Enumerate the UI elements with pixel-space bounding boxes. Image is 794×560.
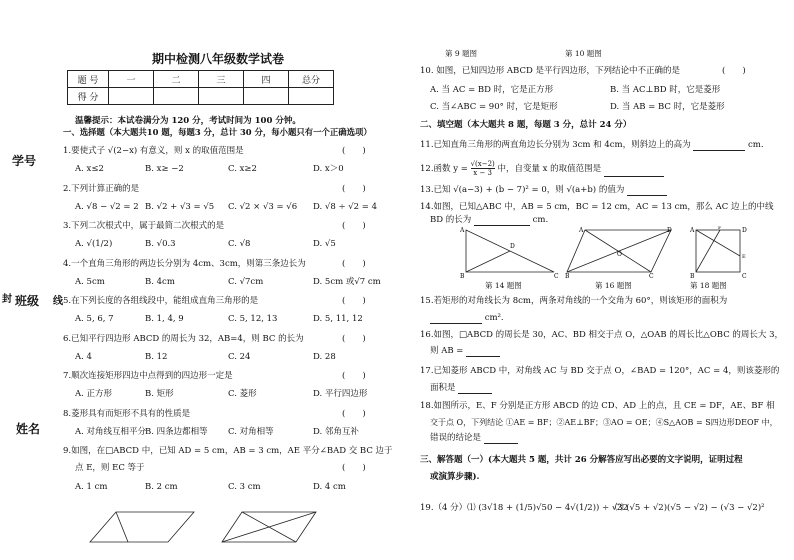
question-12 (420, 160, 664, 177)
q1-option-b: B. x≥ −2 (145, 164, 184, 174)
figure-q10 (220, 508, 320, 548)
q14-text-b: BD 的长为 (430, 215, 472, 225)
q9-option-a: A. 1 cm (75, 482, 108, 492)
score-cell: 三 (199, 71, 244, 88)
q5-option-d: D. 5, 11, 12 (313, 314, 363, 324)
answer-blank[interactable] (474, 216, 530, 226)
answer-blank[interactable] (458, 384, 492, 394)
q1-option-c: C. x≥2 (228, 164, 257, 174)
fig18-label-a: A (690, 227, 695, 234)
question-16-line1: 16.如图，□ABCD 的周长是 30，AC、BD 相交于点 O，△OAB 的周长比△OBC 的周长大 3， (420, 330, 784, 340)
q5-option-b: B. 1, 4, 9 (145, 314, 184, 324)
answer-blank[interactable] (484, 434, 518, 444)
q1-option-a: A. x≤2 (75, 164, 104, 174)
section-heading-solve-2: 或演算步骤). (430, 472, 480, 482)
q15-unit: cm². (484, 313, 504, 323)
answer-parentheses[interactable]: ( ) (342, 371, 366, 381)
q18-text-c: 错误的结论是 (430, 433, 482, 443)
page-title: 期中检测八年级数学试卷 (152, 52, 285, 66)
q8-option-c: C. 对角相等 (228, 426, 274, 437)
q2-option-c: C. √2 × √3 = √6 (228, 201, 298, 212)
q6-option-d: D. 28 (313, 351, 336, 362)
score-cell: 总分 (289, 71, 334, 88)
side-label-student-number: 学号 (12, 154, 37, 168)
fig14-label-d: D (510, 243, 515, 250)
answer-blank[interactable] (604, 167, 664, 177)
score-table-header-row (68, 71, 334, 88)
question-6: 6.已知平行四边形 ABCD 的周长为 32，AB=4，则 BC 的长为 (63, 333, 304, 344)
q5-option-c: C. 5, 12, 13 (228, 314, 278, 324)
side-label-line: 线 (53, 296, 63, 307)
q2-option-b: B. √2 + √3 = √5 (145, 201, 215, 212)
q4-option-a: A. 5cm (75, 276, 105, 287)
section-heading-fill: 二、填空题（本大题共 8 题，每题 3 分，总计 24 分） (420, 120, 632, 130)
q10-option-d: D. 当 AB = BC 时，它是菱形 (610, 102, 725, 112)
q17-text-b: 面积是 (430, 383, 456, 393)
answer-parentheses[interactable]: ( ) (342, 221, 366, 231)
figure-q9 (88, 508, 198, 548)
score-cell: 一 (109, 71, 154, 88)
fig16-label-d: D (667, 227, 672, 234)
figure-caption-9: 第 9 题图 (445, 49, 478, 58)
score-cell: 四 (244, 71, 289, 88)
score-cell: 题 号 (68, 71, 109, 88)
fig18-label-d: D (742, 227, 747, 234)
answer-blank[interactable] (466, 347, 500, 357)
figure-q16 (565, 226, 675, 278)
q7-option-b: B. 矩形 (145, 389, 174, 399)
q12-text-b: 中，自变量 x 的取值范围是 (497, 164, 602, 174)
figure-q18 (690, 226, 750, 278)
score-input-cell[interactable] (244, 88, 289, 105)
figure-caption-16: 第 16 题图 (595, 281, 632, 290)
fig18-label-c: C (742, 273, 747, 278)
q7-option-d: D. 平行四边形 (313, 389, 368, 399)
q13-text: 13.已知 √(a−3) + (b − 7)² = 0，则 √(a+b) 的值为 (420, 185, 625, 195)
q3-option-d: D. √5 (313, 239, 336, 249)
answer-parentheses[interactable]: ( ) (342, 408, 366, 419)
q7-option-c: C. 菱形 (228, 389, 257, 399)
q10-option-b: B. 当 AC⊥BD 时，它是菱形 (610, 85, 721, 95)
side-label-class: 班级 (15, 294, 40, 308)
question-1: 1.要使式子 √(2−x) 有意义，则 x 的取值范围是 (63, 146, 244, 156)
fig16-label-a: A (579, 227, 584, 234)
question-15-line2 (430, 313, 504, 324)
q6-option-b: B. 12 (145, 351, 168, 362)
question-11 (420, 140, 764, 151)
answer-parentheses[interactable]: ( ) (342, 258, 366, 269)
score-table (67, 70, 334, 105)
q5-option-a: A. 5, 6, 7 (75, 314, 114, 324)
score-cell: 得 分 (68, 88, 109, 105)
question-4: 4.一个直角三角形的两边长分别为 4cm、3cm，则第三条边长为 (63, 258, 306, 269)
side-label-name: 姓名 (16, 422, 41, 436)
question-13 (420, 185, 667, 196)
q14-unit: cm. (532, 215, 549, 225)
answer-blank[interactable] (627, 186, 667, 196)
q11-unit: cm. (748, 140, 764, 150)
answer-parentheses[interactable]: ( ) (342, 146, 366, 156)
answer-parentheses[interactable]: ( ) (342, 183, 366, 194)
q2-option-a: A. √8 − √2 = 2 (75, 201, 139, 212)
q4-option-c: C. √7cm (228, 276, 264, 287)
question-16-line2 (430, 346, 500, 357)
question-14-line2 (430, 215, 548, 226)
q3-option-b: B. √0.3 (145, 239, 176, 249)
question-3: 3.下列二次根式中，属于最简二次根式的是 (63, 221, 225, 231)
question-7: 7.顺次连接矩形四边中点得到的四边形一定是 (63, 371, 233, 381)
question-17-line1: 17.已知菱形 ABCD 中，对角线 AC 与 BD 交于点 O，∠BAD = 120°，AC = 4，则该菱形的 (420, 366, 780, 376)
q9-option-b: B. 2 cm (145, 482, 178, 492)
q4-option-b: B. 4cm (145, 276, 175, 287)
fig18-label-b: B (690, 273, 695, 278)
q12-denominator: x − 3 (473, 169, 493, 177)
question-15-line1: 15.若矩形的对角线长为 8cm，两条对角线的一个交角为 60°，则该矩形的面积为 (420, 296, 728, 306)
question-17-line2 (430, 383, 492, 394)
q8-option-b: B. 四条边都相等 (145, 426, 208, 437)
q12-fraction (471, 160, 495, 177)
q2-option-d: D. √8 ÷ √2 = 4 (313, 201, 378, 212)
section-heading-choice: 一、选择题（本大题共10 题，每题3 分，总计 30 分，每小题只有一个正确选项） (63, 127, 372, 137)
section-heading-solve-1: 三、解答题（一）(本大题共 5 题，共计 26 分解答应写出必要的文字说明，证明过程 (420, 455, 743, 465)
q7-option-a: A. 正方形 (75, 389, 113, 399)
question-18-line1: 18.如图所示，E、F 分别是正方形 ABCD 的边 CD、AD 上的点，且 CE = DF，AE、BF 相 (420, 401, 775, 411)
fig18-label-f: F (718, 226, 722, 231)
figure-caption-18: 第 18 题图 (690, 281, 727, 290)
fig16-label-c: C (649, 273, 654, 278)
fig14-label-b: B (460, 273, 465, 278)
score-cell: 二 (154, 71, 199, 88)
q6-option-c: C. 24 (228, 351, 251, 362)
question-9-line2: 点 E，则 EC 等于 (75, 463, 145, 473)
answer-parentheses[interactable]: ( ) (342, 296, 366, 306)
q9-option-d: D. 4 cm (313, 482, 346, 492)
q9-option-c: C. 3 cm (228, 482, 261, 492)
answer-blank[interactable] (693, 141, 745, 151)
question-10: 10. 如图，已知四边形 ABCD 是平行四边形，下列结论中不正确的是 (420, 66, 680, 76)
q10-option-c: C. 当∠ABC = 90° 时，它是矩形 (430, 102, 558, 112)
fig16-label-b: B (565, 273, 570, 278)
fig16-label-o: O (617, 251, 622, 258)
answer-blank[interactable] (430, 314, 482, 324)
exam-tip: 温馨提示：本试卷满分为 120 分，考试时间为 100 分钟。 (75, 116, 301, 126)
score-input-cell[interactable] (289, 88, 334, 105)
q1-option-d: D. x＞0 (313, 164, 344, 174)
q6-option-a: A. 4 (75, 351, 92, 362)
question-9-line1: 9.如图，在□ABCD 中，已知 AD = 5 cm，AB = 3 cm，AE 平分∠BAD 交 BC 边于 (63, 446, 393, 456)
answer-parentheses[interactable]: ( ) (722, 66, 746, 76)
q11-text: 11.已知直角三角形的两直角边长分别为 3cm 和 4cm，则斜边上的高为 (420, 140, 691, 150)
question-18-line2: 交于点 O，下列结论 ①AE = BF；②AE⊥BF；③AO = OE；④S△AOB = S四边形DEOF 中， (430, 418, 778, 427)
figure-q14 (460, 226, 560, 278)
score-input-cell[interactable] (109, 88, 154, 105)
figure-caption-10: 第 10 题图 (565, 49, 602, 58)
q3-option-c: C. √8 (228, 239, 251, 249)
question-19-part2: ⑵ (√5 + √2)(√5 − √2) − (√3 − √2)² (615, 503, 765, 513)
question-8: 8.菱形具有而矩形不具有的性质是 (63, 408, 191, 419)
fig18-label-e: E (742, 254, 746, 260)
question-14-line1: 14.如图，已知△ABC 中，AB = 5 cm，BC = 12 cm，AC = 13 cm，那么 AC 边上的中线 (420, 202, 774, 212)
side-label-seal: 封 (2, 294, 12, 305)
score-input-cell[interactable] (154, 88, 199, 105)
q16-text-b: 则 AB = (430, 346, 464, 356)
q10-option-a: A. 当 AC = BD 时，它是正方形 (430, 85, 554, 95)
q3-option-a: A. √(1/2) (75, 239, 113, 249)
score-input-cell[interactable] (199, 88, 244, 105)
question-5: 5.在下列长度的各组线段中，能组成直角三角形的是 (63, 296, 259, 306)
q12-numerator: √(x−2) (470, 160, 495, 168)
score-table-score-row (68, 88, 334, 105)
q8-option-d: D. 邻角互补 (313, 426, 359, 437)
answer-parentheses[interactable]: ( ) (342, 463, 366, 473)
q8-option-a: A. 对角线互相平分 (75, 426, 147, 437)
q4-option-d: D. 5cm 或√7 cm (313, 276, 381, 287)
question-19-part1: 19.（4 分）⑴ (3√18 + (1/5)√50 − 4√(1/2)) ÷ √32 (420, 503, 629, 513)
answer-parentheses[interactable]: ( ) (342, 333, 366, 344)
question-2: 2.下列计算正确的是 (63, 183, 140, 194)
figure-caption-14: 第 14 题图 (485, 281, 522, 290)
fig14-label-c: C (554, 273, 559, 278)
question-18-line3 (430, 433, 518, 444)
fig14-label-a: A (460, 227, 465, 234)
q12-text-a: 12.函数 y = (420, 164, 468, 174)
